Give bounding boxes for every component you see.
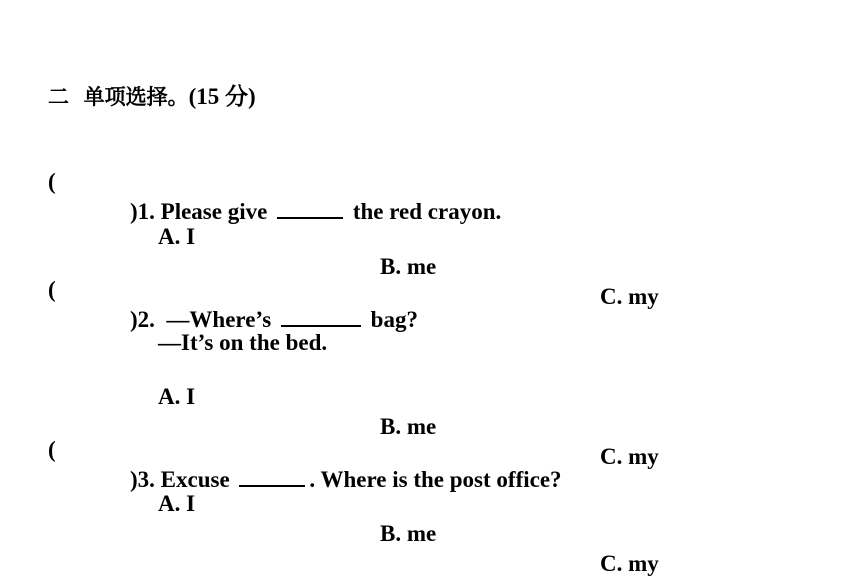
option-a: A. I [158,224,196,249]
answer-blank [277,197,343,219]
question-stem: )1. Please give the red crayon. [130,199,502,224]
answer-blank [239,465,305,487]
question-stem: )3. Excuse . Where is the post office? [130,467,562,492]
dialogue-reply: —It’s on the bed. [158,330,328,355]
option-b: B. me [380,414,437,439]
option-a: A. I [158,384,196,409]
question-stem: )2. —Where’s bag? [130,307,418,332]
answer-paren-open: ( [48,437,56,462]
option-c: C. my [600,444,659,469]
section-score: (15 分) [188,84,256,109]
answer-paren-open: ( [48,169,56,194]
section-number: 二 [48,85,69,109]
option-a: A. I [158,491,196,516]
answer-blank [281,305,361,327]
option-c: C. my [600,551,659,576]
answer-paren-open: ( [48,277,56,302]
option-b: B. me [380,521,437,546]
section-title: 单项选择。 [83,85,189,109]
option-b: B. me [380,254,437,279]
option-c: C. my [600,284,659,309]
section-heading [48,82,256,112]
